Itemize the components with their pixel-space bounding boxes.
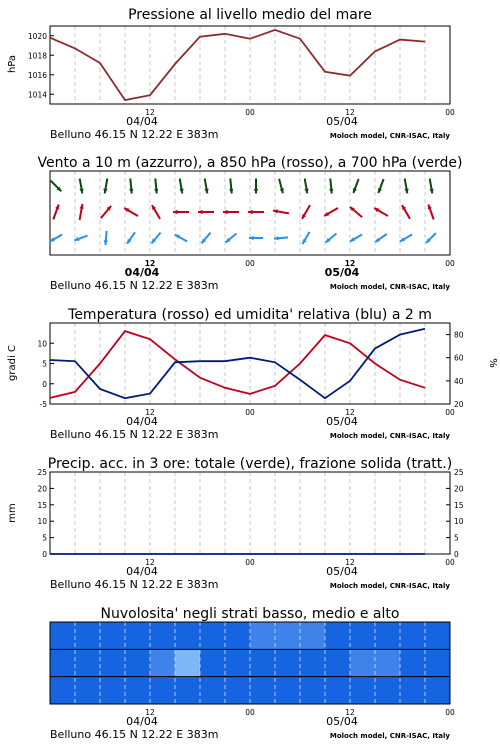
wind-arrow-0 (378, 179, 384, 193)
cloud-cell (350, 649, 375, 676)
cloud-cell (325, 677, 350, 704)
wind-arrow-0 (204, 179, 208, 194)
y-tick-label: 5 (42, 359, 47, 369)
y-tick-label: 15 (37, 500, 47, 510)
cloud-cell (275, 649, 300, 676)
date-label: 05/04 (326, 565, 358, 578)
wind-arrow-0 (329, 179, 333, 194)
date-label: 05/04 (326, 115, 358, 128)
cloud-cell (375, 649, 400, 676)
wind-arrow-0 (179, 179, 183, 194)
wind-arrow-head (254, 189, 258, 194)
cloud-cell (300, 649, 325, 676)
cloud-cell (175, 622, 200, 649)
y-tick-label: -5 (39, 400, 47, 409)
wind-arrow-2 (74, 236, 87, 241)
y-tick-label: 10 (37, 339, 47, 349)
x-tick-label: 12 (145, 558, 155, 567)
cloud-cell (175, 677, 200, 704)
model-label: Moloch model, CNR-ISAC, Italy (329, 732, 450, 740)
pressure-title: Pressione al livello medio del mare (128, 7, 372, 23)
location-label: Belluno 46.15 N 12.22 E 383m (50, 428, 219, 441)
wind-arrow-2 (202, 233, 211, 244)
pressure-line (50, 30, 425, 100)
cloud-cell (375, 622, 400, 649)
wind-arrow-1 (324, 208, 338, 216)
wind-title: Vento a 10 m (azzurro), a 850 hPa (rosso), a 700 hPa (verde) (37, 155, 463, 171)
wind-arrow-1 (80, 204, 84, 220)
cloud-cell (325, 622, 350, 649)
cloud-cell (275, 677, 300, 704)
cloud-cell (250, 649, 275, 676)
cloud-cell (50, 622, 75, 649)
precip-frame (50, 472, 450, 554)
wind-arrow-0 (51, 181, 62, 192)
wind-arrow-2 (226, 234, 237, 243)
cloud-cell (125, 677, 150, 704)
wind-arrow-2 (175, 235, 187, 242)
y-tick-label: 20 (37, 484, 47, 494)
x-tick-label: 00 (445, 259, 455, 268)
x-tick-label: 00 (245, 708, 255, 717)
cloud-cell (100, 622, 125, 649)
precip-ylabel: mm (7, 503, 18, 523)
temperature-ylabel: gradi C (7, 345, 18, 381)
cloud-cell (300, 677, 325, 704)
wind-arrow-2 (426, 233, 436, 243)
date-label: 05/04 (326, 415, 358, 428)
date-label: 04/04 (126, 415, 158, 428)
x-tick-label: 00 (245, 259, 255, 268)
wind-arrow-2 (127, 232, 135, 243)
wind-arrow-1 (152, 205, 160, 219)
date-label: 05/04 (326, 715, 358, 728)
wind-arrow-1 (124, 208, 138, 216)
temperature-line (50, 331, 425, 398)
wind-arrow-0 (404, 179, 408, 194)
model-label: Moloch model, CNR-ISAC, Italy (329, 132, 450, 140)
x-tick-label: 00 (445, 708, 455, 717)
y-tick-label: 60 (454, 353, 464, 363)
model-label: Moloch model, CNR-ISAC, Italy (329, 582, 450, 590)
wind-arrow-0 (103, 179, 107, 194)
cloud-cell (325, 649, 350, 676)
wind-arrow-0 (154, 179, 158, 194)
y-tick-label: 1018 (27, 51, 47, 61)
x-tick-label: 12 (345, 108, 355, 117)
y-tick-label: 40 (454, 376, 464, 386)
y-tick-label: 5 (454, 533, 459, 543)
x-tick-label: 12 (344, 259, 356, 268)
x-tick-label: 12 (145, 708, 155, 717)
humidity-line (50, 329, 425, 398)
cloud-panel (50, 606, 455, 741)
wind-arrow-1 (302, 205, 310, 219)
pressure-panel (7, 7, 455, 141)
wind-arrow-1 (53, 205, 59, 220)
cloud-cell (150, 649, 175, 676)
model-label: Moloch model, CNR-ISAC, Italy (329, 283, 450, 291)
date-label: 04/04 (124, 266, 160, 279)
wind-arrow-1 (402, 205, 410, 219)
y-tick-label: 5 (42, 533, 47, 543)
date-label: 04/04 (126, 715, 158, 728)
wind-arrow-1 (101, 206, 111, 218)
x-tick-label: 00 (245, 408, 255, 417)
x-tick-label: 00 (445, 558, 455, 567)
cloud-cell (125, 622, 150, 649)
location-label: Belluno 46.15 N 12.22 E 383m (50, 728, 219, 741)
cloud-cell (225, 677, 250, 704)
wind-arrow-1 (273, 209, 289, 213)
wind-arrow-0 (429, 179, 433, 194)
wind-arrow-2 (326, 234, 337, 243)
model-label: Moloch model, CNR-ISAC, Italy (329, 432, 450, 440)
y-tick-label: 25 (454, 468, 464, 477)
wind-arrow-1 (428, 205, 434, 220)
cloud-cell (150, 677, 175, 704)
x-tick-label: 12 (145, 108, 155, 117)
wind-arrow-1 (350, 207, 362, 217)
y-tick-label: 15 (454, 500, 464, 510)
wind-arrow-0 (129, 179, 133, 194)
y-tick-label: 1014 (27, 90, 47, 100)
temperature-panel (7, 307, 498, 441)
cloud-cell (300, 622, 325, 649)
location-label: Belluno 46.15 N 12.22 E 383m (50, 128, 219, 141)
wind-arrow-0 (279, 179, 284, 193)
wind-arrow-2 (375, 234, 386, 242)
cloud-cell (75, 677, 100, 704)
cloud-cell (225, 622, 250, 649)
wind-arrow-2 (400, 235, 412, 242)
cloud-cell (125, 649, 150, 676)
precip-title: Precip. acc. in 3 ore: totale (verde), frazione solida (tratt.) (47, 456, 453, 472)
wind-arrow-head (104, 240, 108, 245)
x-tick-label: 12 (345, 708, 355, 717)
temperature-title: Temperatura (rosso) ed umidita' relativa (blu) a 2 m (68, 307, 432, 323)
wind-arrow-2 (249, 236, 263, 240)
cloud-cell (175, 649, 200, 676)
cloud-title: Nuvolosita' negli strati basso, medio e alto (100, 606, 400, 622)
y-tick-label: 20 (454, 400, 464, 409)
date-label: 05/04 (324, 266, 360, 279)
cloud-cell (200, 622, 225, 649)
precip-panel (7, 456, 464, 591)
cloud-cell (250, 622, 275, 649)
cloud-cell (50, 677, 75, 704)
cloud-cell (350, 677, 375, 704)
wind-arrow-head (55, 205, 59, 210)
wind-arrow-2 (350, 235, 362, 242)
wind-arrow-2 (274, 236, 288, 240)
x-tick-label: 12 (345, 558, 355, 567)
wind-arrow-2 (104, 231, 108, 245)
cloud-cell (200, 649, 225, 676)
cloud-cell (250, 677, 275, 704)
wind-arrow-0 (229, 179, 233, 194)
date-label: 04/04 (126, 565, 158, 578)
wind-arrow-0 (254, 179, 258, 194)
x-tick-label: 00 (245, 108, 255, 117)
location-label: Belluno 46.15 N 12.22 E 383m (50, 279, 219, 292)
cloud-cell (100, 649, 125, 676)
y-tick-label: 20 (454, 484, 464, 494)
y-tick-label: 0 (454, 550, 459, 559)
x-tick-label: 00 (445, 108, 455, 117)
y-tick-label: 10 (454, 517, 464, 527)
y-tick-label: 10 (37, 517, 47, 527)
wind-panel (37, 155, 462, 292)
wind-arrow-0 (353, 179, 359, 193)
cloud-cell (75, 622, 100, 649)
wind-arrow-2 (303, 232, 310, 244)
humidity-ylabel: % (487, 358, 498, 368)
cloud-cell (75, 649, 100, 676)
y-tick-label: 80 (454, 330, 464, 340)
y-tick-label: 0 (42, 550, 47, 559)
wind-arrow-2 (50, 235, 62, 242)
wind-arrow-head (428, 205, 432, 210)
cloud-cell (225, 649, 250, 676)
wind-arrow-2 (152, 233, 161, 244)
x-tick-label: 12 (144, 259, 156, 268)
date-label: 04/04 (126, 115, 158, 128)
wind-arrow-1 (374, 208, 388, 216)
x-tick-label: 00 (245, 558, 255, 567)
cloud-cell (200, 677, 225, 704)
pressure-ylabel: hPa (7, 54, 18, 74)
y-tick-label: 1016 (27, 70, 47, 80)
cloud-cell (350, 622, 375, 649)
wind-arrow-0 (79, 179, 83, 194)
x-tick-label: 12 (345, 408, 355, 417)
x-tick-label: 12 (145, 408, 155, 417)
wind-arrow-0 (304, 179, 308, 194)
cloud-cell (50, 649, 75, 676)
cloud-cell (150, 622, 175, 649)
y-tick-label: 1020 (27, 31, 47, 41)
x-tick-label: 00 (445, 408, 455, 417)
cloud-cell (275, 622, 300, 649)
y-tick-label: 0 (42, 379, 47, 389)
cloud-cell (375, 677, 400, 704)
cloud-cell (100, 677, 125, 704)
location-label: Belluno 46.15 N 12.22 E 383m (50, 578, 219, 591)
y-tick-label: 25 (37, 468, 47, 477)
